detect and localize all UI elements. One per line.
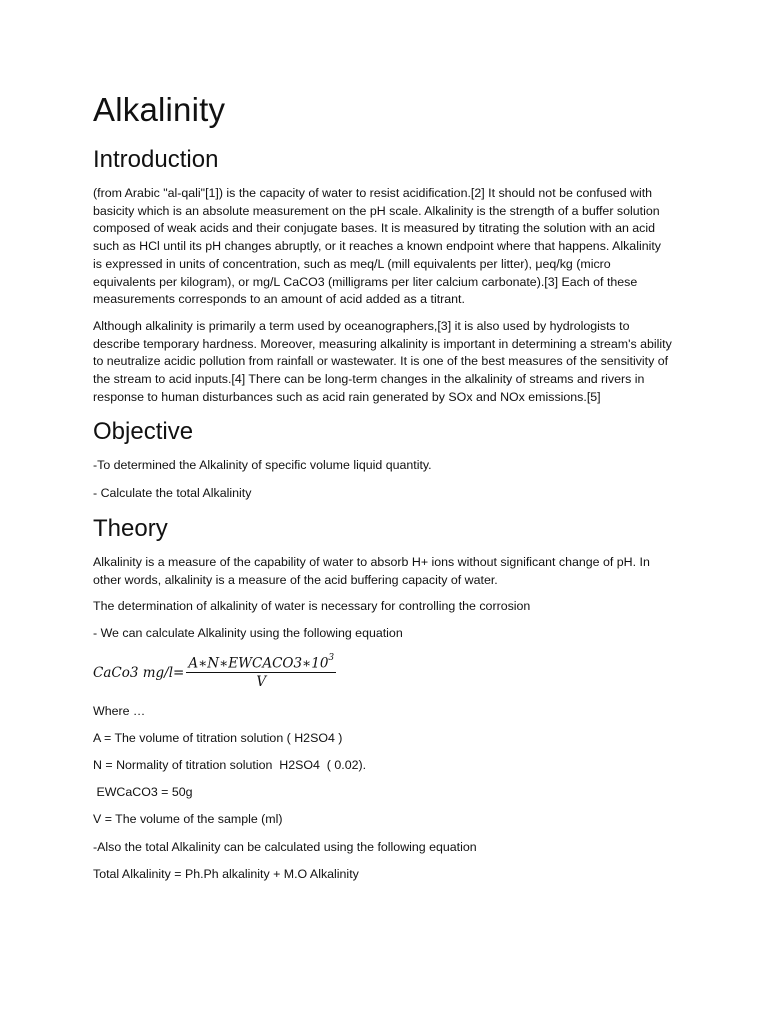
equation-exponent: 3 xyxy=(328,652,335,663)
equation-fraction xyxy=(186,652,336,691)
alkalinity-equation xyxy=(93,653,672,693)
equation-denominator: V xyxy=(256,674,267,691)
total-alkalinity-intro: -Also the total Alkalinity can be calculated using the following equation xyxy=(93,839,477,854)
objective-item-2: - Calculate the total Alkalinity xyxy=(93,485,252,500)
equation-lhs: CaCo3 mg/l= xyxy=(93,664,185,681)
equation-numerator xyxy=(186,652,336,674)
introduction-heading: Introduction xyxy=(93,146,219,173)
equation-numerator-text: A∗N∗EWCACO3∗10 xyxy=(188,655,329,672)
objective-item-1: -To determined the Alkalinity of specific volume liquid quantity. xyxy=(93,458,432,473)
theory-heading: Theory xyxy=(93,514,168,542)
theory-equation-intro: - We can calculate Alkalinity using the following equation xyxy=(93,626,403,641)
definition-a: A = The volume of titration solution ( H2SO4 ) xyxy=(93,730,343,745)
theory-paragraph: Alkalinity is a measure of the capability of water to absorb H+ ions without significant change of pH. In other words, alkalinity is a measure of the acid buffering capacity of water. xyxy=(93,554,650,587)
theory-corrosion-line: The determination of alkalinity of water is necessary for controlling the corrosion xyxy=(93,599,531,614)
where-label: Where … xyxy=(93,703,146,718)
document-title: Alkalinity xyxy=(93,91,226,128)
definition-n: N = Normality of titration solution H2SO4 ( 0.02). xyxy=(93,758,367,773)
objective-heading: Objective xyxy=(93,418,194,446)
introduction-paragraph-2: Although alkalinity is primarily a term used by oceanographers,[3] it is also used by hydrologists to describe temporary hardness. Moreover, measuring alkalinity is important in determining a stream's ability to neutralize acidic pollution from rainfall or wastewater. It is one of the best measures of the sensitivity of the stream to acid inputs.[4] There can be long-term changes in the alkalinity of streams and rivers in response to human disturbances such as acid rain generated by SOx and NOx emissions.[5] xyxy=(93,318,672,404)
introduction-paragraph-1: (from Arabic "al-qali"[1]) is the capacity of water to resist acidification.[2] It should not be confused with basicity which is an absolute measurement on the pH scale. Alkalinity is the strength of a buffer solution composed of weak acids and their conjugate bases. It is measured by titrating the solution with an acid such as HCl until its pH changes abruptly, or it reaches a known endpoint where that happens. Alkalinity is expressed in units of concentration, such as meq/L (mill equivalents per litter), μeq/kg (micro equivalents per kilogram), or mg/L CaCO3 (milligrams per liter calcium carbonate).[3] Each of these measurements corresponds to an amount of acid added as a titrant. xyxy=(93,186,661,307)
definition-ewcaco3: EWCaCO3 = 50g xyxy=(93,785,193,800)
definition-v: V = The volume of the sample (ml) xyxy=(93,812,283,827)
total-alkalinity-equation: Total Alkalinity = Ph.Ph alkalinity + M.O Alkalinity xyxy=(93,866,359,881)
